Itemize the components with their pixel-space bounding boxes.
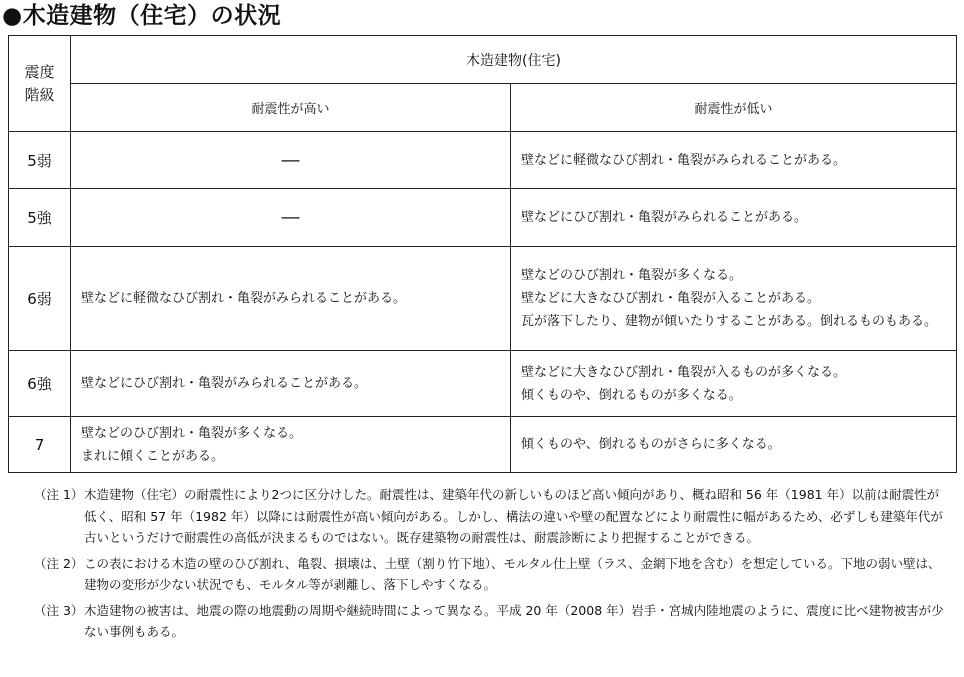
cell-text: 瓦が落下したり、建物が傾いたりすることがある。倒れるものもある。 — [521, 314, 938, 329]
table-row — [9, 417, 957, 473]
footnote-text: 木造建物（住宅）の耐震性により2つに区分けした。耐震性は、建築年代の新しいものほど高い傾向があり、概ね昭和 56 年（1981 年）以前は耐震性が低く、昭和 57 年（1982 年）以降には耐震性が高い傾向がある。しかし、構法の違いや壁の配置などにより耐震性に幅があるため、必ずしも建築年代が古いというだけで耐震性の高低が決まるものではない。既存建築物の耐震性は、耐震診断により把握することができる。 — [84, 487, 943, 545]
cell-text: 壁などのひび割れ・亀裂が多くなる。 — [521, 268, 743, 283]
intensity-cell: 6強 — [9, 351, 71, 417]
cell-text: 壁などに軽微なひび割れ・亀裂がみられることがある。 — [81, 291, 407, 306]
intensity-cell: 7 — [9, 417, 71, 473]
high-resistance-cell — [71, 189, 511, 247]
high-resistance-cell — [71, 132, 511, 189]
footnote-text: この表における木造の壁のひび割れ、亀裂、損壊は、土壁（割り竹下地）、モルタル仕上壁（ラス、金網下地を含む）を想定している。下地の弱い壁は、建物の変形が少ない状況でも、モルタル等が剥離し、落下しやすくなる。 — [84, 555, 941, 592]
low-resistance-header: 耐震性が低い — [511, 84, 957, 132]
high-resistance-cell — [71, 351, 511, 417]
low-resistance-cell — [511, 189, 957, 247]
high-resistance-cell — [71, 417, 511, 473]
table-row — [9, 247, 957, 351]
page-title: ●木造建物（住宅）の状況 — [2, 3, 282, 29]
intensity-header-line2: 階級 — [24, 85, 55, 104]
footnote — [34, 484, 944, 549]
table-row — [9, 189, 957, 247]
cell-text: 壁などに大きなひび割れ・亀裂が入ることがある。 — [521, 291, 821, 306]
low-resistance-cell — [511, 247, 957, 351]
cell-text: まれに傾くことがある。 — [81, 448, 225, 464]
cell-text: ― — [281, 207, 300, 228]
intensity-header-line1: 震度 — [24, 62, 55, 81]
intensity-cell: 5強 — [9, 189, 71, 247]
intensity-cell: 5弱 — [9, 132, 71, 189]
intensity-cell: 6弱 — [9, 247, 71, 351]
cell-text: 傾くものや、倒れるものがさらに多くなる。 — [521, 437, 781, 452]
cell-text: 壁などに軽微なひび割れ・亀裂がみられることがある。 — [521, 152, 847, 168]
table-row — [9, 351, 957, 417]
low-resistance-cell — [511, 417, 957, 473]
footnote-text: 木造建物の被害は、地震の際の地震動の周期や継続時間によって異なる。平成 20 年（2008 年）岩手・宮城内陸地震のように、震度に比べ建物被害が少ない事例もある。 — [84, 602, 944, 639]
high-resistance-header: 耐震性が高い — [71, 84, 511, 132]
low-resistance-cell — [511, 132, 957, 189]
intensity-scale-header — [9, 36, 71, 132]
footnote — [34, 600, 944, 643]
wooden-building-header: 木造建物(住宅) — [71, 36, 957, 84]
seismic-intensity-table — [8, 35, 957, 473]
footnote-label: （注 1） — [34, 487, 84, 502]
table-row — [9, 132, 957, 189]
cell-text: 壁などのひび割れ・亀裂が多くなる。 — [81, 425, 303, 441]
cell-text: 傾くものや、倒れるものが多くなる。 — [521, 387, 742, 403]
cell-text: 壁などに大きなひび割れ・亀裂が入るものが多くなる。 — [521, 364, 847, 380]
cell-text: ― — [281, 149, 300, 171]
footnote-label: （注 2） — [34, 555, 84, 571]
cell-text: 壁などにひび割れ・亀裂がみられることがある。 — [521, 210, 808, 225]
cell-text: 壁などにひび割れ・亀裂がみられることがある。 — [81, 376, 368, 391]
footnote — [34, 553, 944, 596]
footnote-label: （注 3） — [34, 602, 84, 618]
high-resistance-cell — [71, 247, 511, 351]
footnotes — [34, 484, 944, 647]
low-resistance-cell — [511, 351, 957, 417]
